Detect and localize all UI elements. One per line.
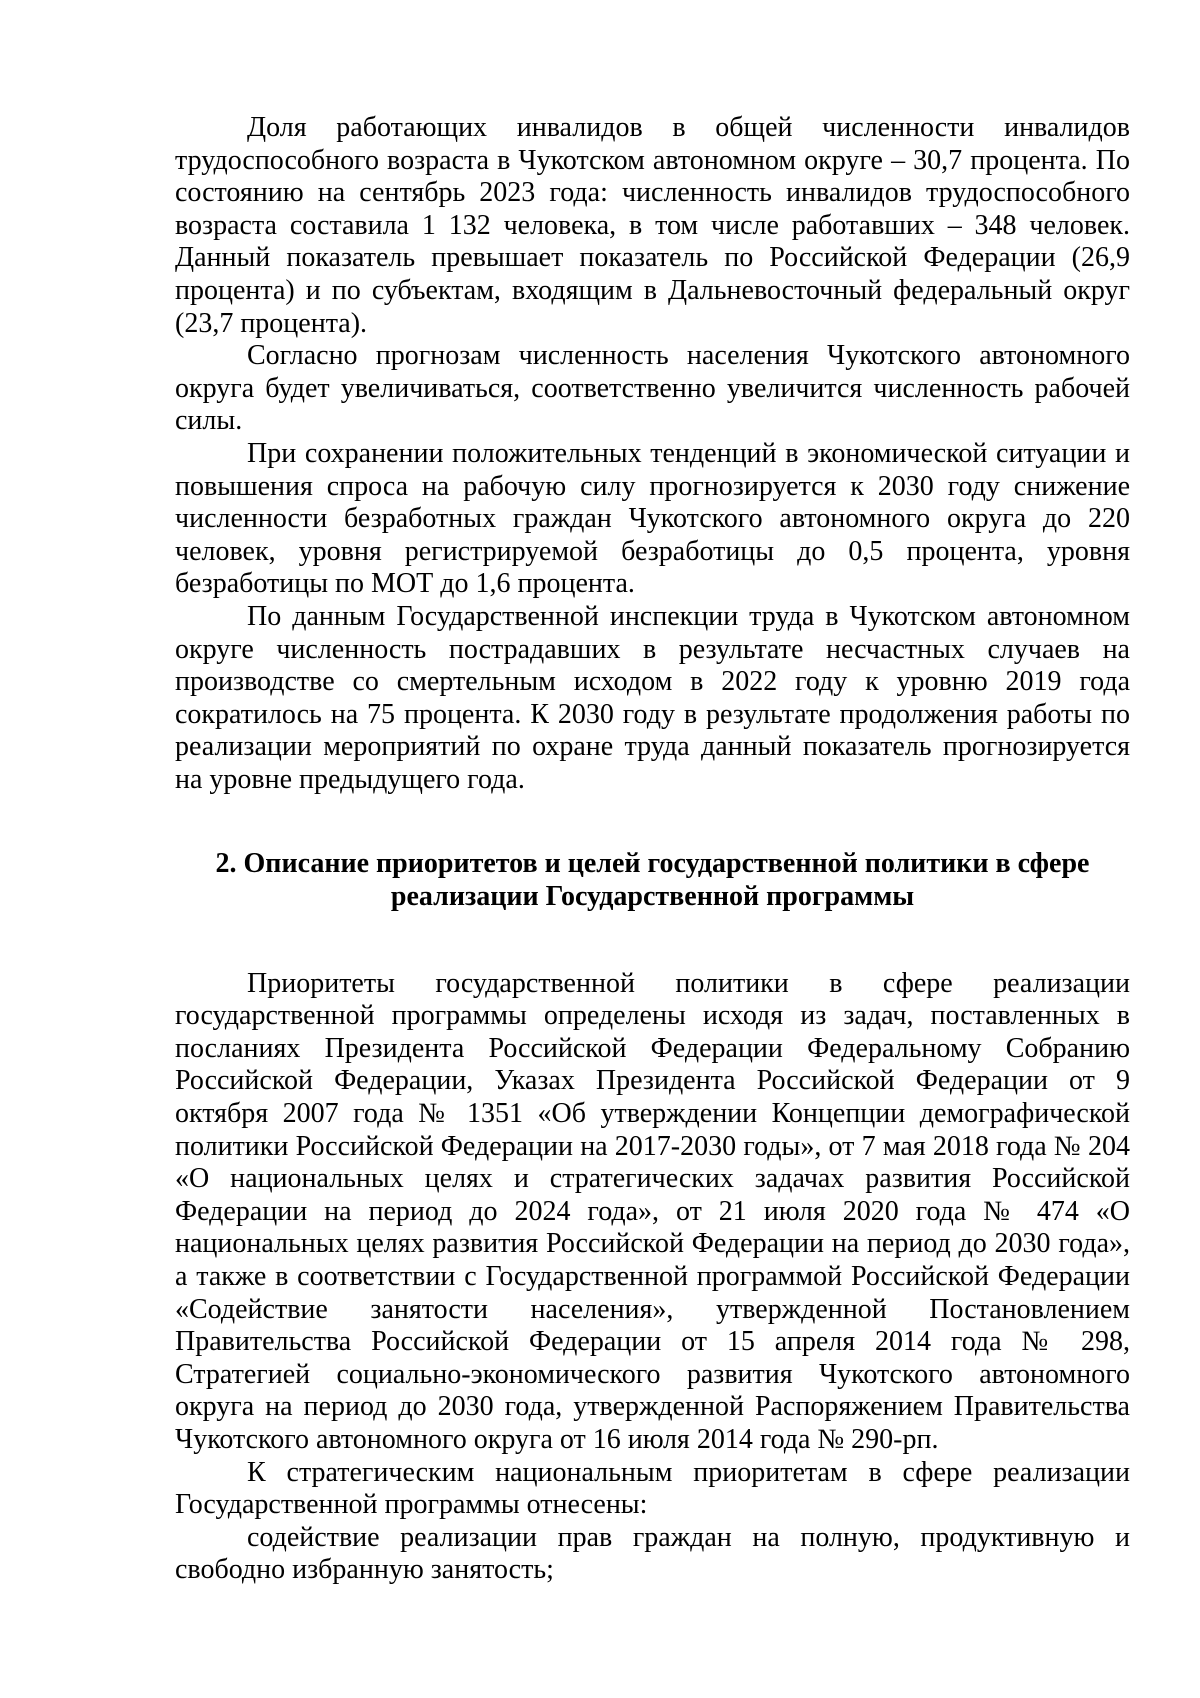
paragraph-disabled-workers: Доля работающих инвалидов в общей численности инвалидов трудоспособного возраста в Чукотском автономном округе – 30,7 процента. По состоянию на сентябрь 2023 года: численность инвалидов трудоспособного возраста составила 1 132 человека, в том числе работавших – 348 человек. Данный показатель превышает показатель по Российской Федерации (26,9 процента) и по субъектам, входящим в Дальневосточный федеральный округ (23,7 процента).	[175, 112, 1130, 339]
paragraph-employment-rights: содействие реализации прав граждан на полную, продуктивную и свободно избранную занятость;	[175, 1521, 1130, 1586]
paragraph-policy-priorities: Приоритеты государственной политики в сфере реализации государственной программы определены исходя из задач, поставленных в посланиях Президента Российской Федерации Федеральному Собранию Российской Федерации, Указах Президента Российской Федерации от 9 октября 2007 года № 1351 «Об утверждении Концепции демографической политики Российской Федерации на 2017-2030 годы», от 7 мая 2018 года № 204 «О национальных целях и стратегических задачах развития Российской Федерации на период до 2024 года», от 21 июля 2020 года № 474 «О национальных целях развития Российской Федерации на период до 2030 года», а также в соответствии с Государственной программой Российской Федерации «Содействие занятости населения», утвержденной Постановлением Правительства Российской Федерации от 15 апреля 2014 года № 298, Стратегией социально-экономического развития Чукотского автономного округа на период до 2030 года, утвержденной Распоряжением Правительства Чукотского автономного округа от 16 июля 2014 года № 290-рп.	[175, 967, 1130, 1455]
paragraph-strategic-priorities: К стратегическим национальным приоритетам в сфере реализации Государственной программы отнесены:	[175, 1456, 1130, 1521]
document-page	[175, 112, 1130, 1587]
paragraph-unemployment-forecast: При сохранении положительных тенденций в экономической ситуации и повышения спроса на рабочую силу прогнозируется к 2030 году снижение численности безработных граждан Чукотского автономного округа до 220 человек, уровня регистрируемой безработицы до 0,5 процента, уровня безработицы по МОТ до 1,6 процента.	[175, 437, 1130, 600]
section-heading: 2. Описание приоритетов и целей государственной политики в сфере реализации Государственной программы	[215, 848, 1090, 913]
paragraph-labor-safety: По данным Государственной инспекции труда в Чукотском автономном округе численность пострадавших в результате несчастных случаев на производстве со смертельным исходом в 2022 году к уровню 2019 года сократилось на 75 процента. К 2030 году в результате продолжения работы по реализации мероприятий по охране труда данный показатель прогнозируется на уровне предыдущего года.	[175, 600, 1130, 795]
paragraph-population-forecast: Согласно прогнозам численность населения Чукотского автономного округа будет увеличиваться, соответственно увеличится численность рабочей силы.	[175, 340, 1130, 437]
